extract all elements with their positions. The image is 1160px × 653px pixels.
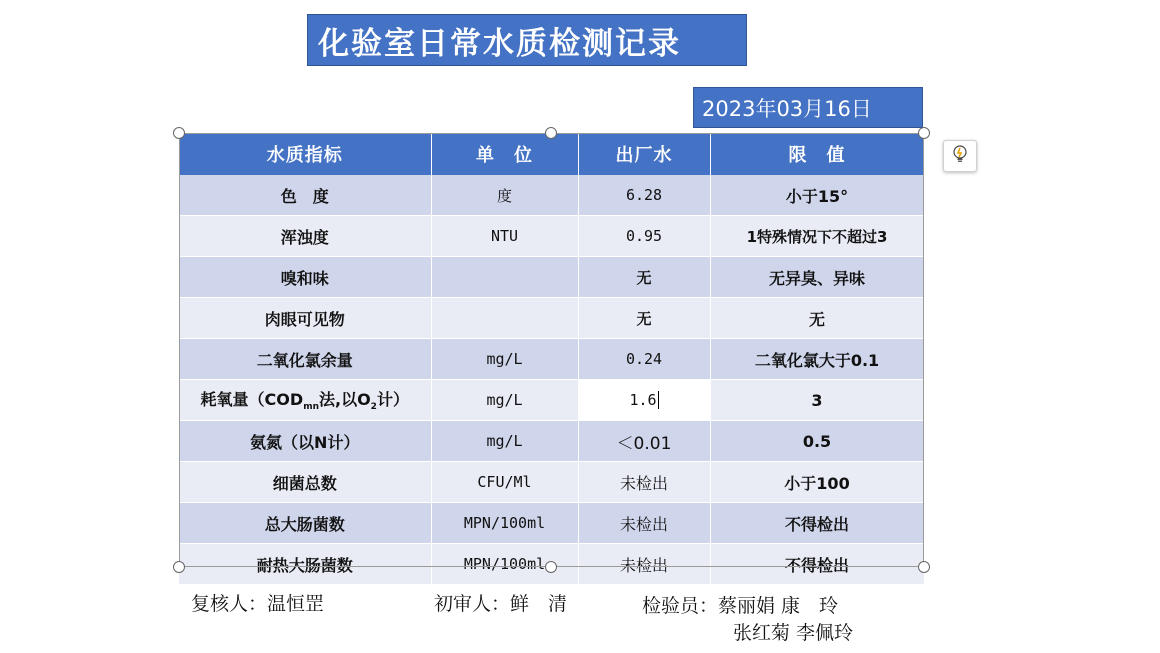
water-quality-table[interactable] (179, 133, 924, 585)
cod-sub-mn: mn (303, 402, 319, 413)
table-row (179, 503, 924, 544)
indicator-limit: 1特殊情况下不超过3 (710, 216, 924, 257)
indicator-name: 浑浊度 (179, 216, 431, 257)
indicator-unit: 度 (431, 175, 578, 216)
indicator-unit: MPN/100ml (431, 544, 578, 585)
table-row (179, 339, 924, 380)
resize-handle-top-middle[interactable] (545, 127, 557, 139)
indicator-value: 未检出 (578, 462, 710, 503)
indicator-name: 色 度 (179, 175, 431, 216)
indicator-name: 肉眼可见物 (179, 298, 431, 339)
header-indicator: 水质指标 (179, 133, 431, 175)
inspector-signature-line2: 张红菊 李佩玲 (733, 622, 854, 644)
indicator-unit (431, 298, 578, 339)
inspector-signature-line1: 检验员：蔡丽娟 康 玲 (642, 595, 839, 617)
indicator-unit: NTU (431, 216, 578, 257)
indicator-unit: mg/L (431, 421, 578, 462)
indicator-value: 无 (578, 298, 710, 339)
header-factory-water: 出厂水 (578, 133, 710, 175)
reviewer-signature: 复核人：温恒罡 (191, 593, 325, 615)
indicator-limit: 无 (710, 298, 924, 339)
resize-handle-top-right[interactable] (918, 127, 930, 139)
cod-prefix: 耗氧量（COD (200, 390, 304, 410)
indicator-unit: CFU/Ml (431, 462, 578, 503)
table-row (179, 298, 924, 339)
header-limit: 限 值 (710, 133, 924, 175)
indicator-limit: 小于15° (710, 175, 924, 216)
resize-handle-bottom-middle[interactable] (545, 561, 557, 573)
indicator-value: 0.95 (578, 216, 710, 257)
indicator-limit: 不得检出 (710, 544, 924, 585)
table-row (179, 380, 924, 421)
table-row (179, 257, 924, 298)
header-unit: 单 位 (431, 133, 578, 175)
indicator-unit: mg/L (431, 380, 578, 421)
resize-handle-bottom-right[interactable] (918, 561, 930, 573)
indicator-name: 嗅和味 (179, 257, 431, 298)
indicator-value: 无 (578, 257, 710, 298)
indicator-name: 总大肠菌数 (179, 503, 431, 544)
page-title: 化验室日常水质检测记录 (307, 14, 747, 66)
indicator-value: 未检出 (578, 503, 710, 544)
indicator-name: 氨氮（以N计） (179, 421, 431, 462)
indicator-unit: MPN/100ml (431, 503, 578, 544)
table-row (179, 216, 924, 257)
record-date: 2023年03月16日 (693, 87, 923, 128)
resize-handle-top-left[interactable] (173, 127, 185, 139)
indicator-value-editing[interactable] (578, 380, 710, 421)
indicator-value: ＜0.01 (578, 421, 710, 462)
indicator-limit: 不得检出 (710, 503, 924, 544)
indicator-limit: 无异臭、异味 (710, 257, 924, 298)
indicator-unit: mg/L (431, 339, 578, 380)
cod-sub-2: 2 (370, 402, 377, 413)
table-row (179, 421, 924, 462)
indicator-name: 细菌总数 (179, 462, 431, 503)
resize-handle-bottom-left[interactable] (173, 561, 185, 573)
indicator-value: 未检出 (578, 544, 710, 585)
table-row (179, 462, 924, 503)
first-reviewer-signature: 初审人：鲜 清 (434, 593, 568, 615)
indicator-limit: 二氧化氯大于0.1 (710, 339, 924, 380)
text-cursor (658, 391, 659, 409)
indicator-limit: 小于100 (710, 462, 924, 503)
indicator-name-cod (179, 380, 431, 421)
indicator-unit (431, 257, 578, 298)
design-ideas-button[interactable] (943, 140, 977, 172)
indicator-value: 0.24 (578, 339, 710, 380)
indicator-name: 耐热大肠菌数 (179, 544, 431, 585)
lightbulb-icon (950, 144, 970, 168)
cod-suffix: 计） (376, 390, 409, 410)
indicator-value: 6.28 (578, 175, 710, 216)
indicator-limit: 3 (710, 380, 924, 421)
indicator-name: 二氧化氯余量 (179, 339, 431, 380)
cod-mid: 法,以O (318, 390, 371, 410)
table-row (179, 175, 924, 216)
indicator-limit: 0.5 (710, 421, 924, 462)
table-header-row (179, 133, 924, 175)
editing-value[interactable]: 1.6 (629, 390, 657, 409)
